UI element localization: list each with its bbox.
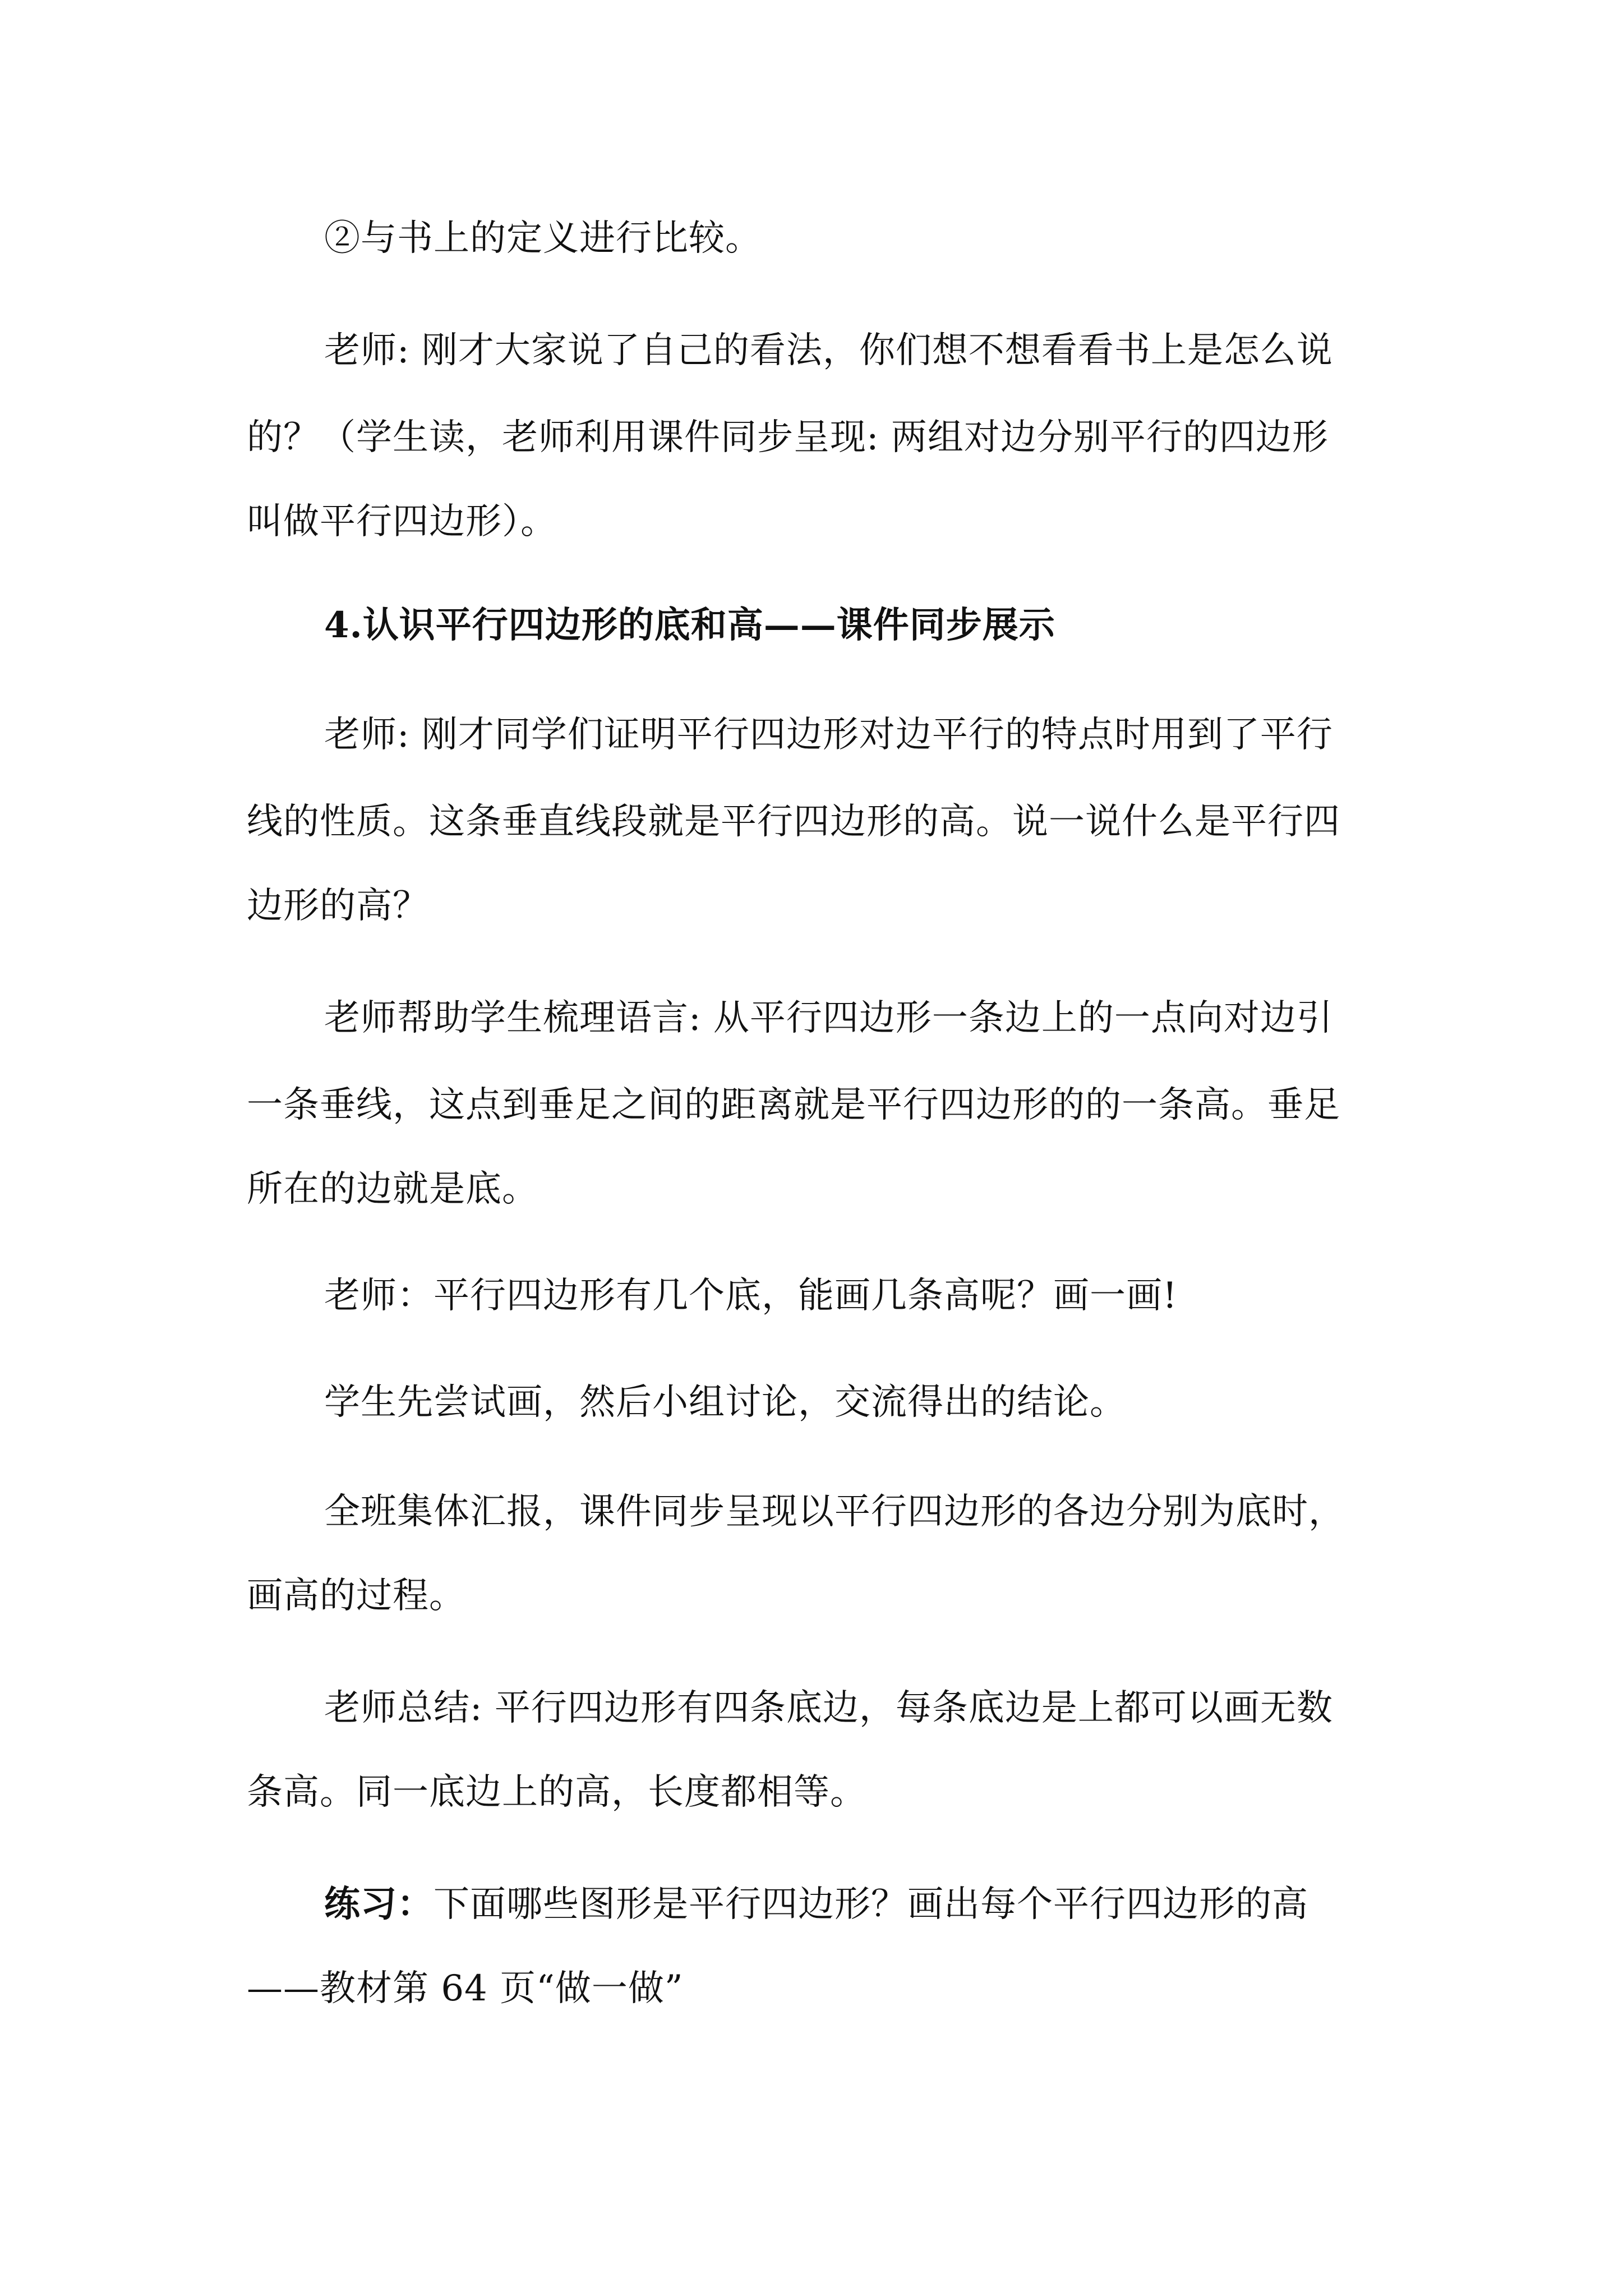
para-students-try: 学生先尝试画，然后小组讨论，交流得出的结论。 <box>324 1382 1126 1423</box>
para-teacher-height-line-3: 边形的高？ <box>247 885 429 927</box>
para-teacher-help-line-1: 老师帮助学生梳理语言: 从平行四边形一条边上的一点向对边引 <box>324 997 1333 1039</box>
para-teacher-height-line-1: 老师: 刚才同学们证明平行四边形对边平行的特点时用到了平行 <box>324 714 1333 756</box>
para-compare: ②与书上的定义进行比较。 <box>324 218 762 259</box>
exercise-line-1 <box>324 1879 1308 1930</box>
exercise-line-2: ——教材第 64 页“做一做” <box>247 1968 684 2009</box>
para-teacher-ask-line-1: 老师: 刚才大家说了自己的看法，你们想不想看看书上是怎么说 <box>324 330 1333 371</box>
exercise-label: 练习： <box>324 1883 434 1925</box>
exercise-text: 下面哪些图形是平行四边形？画出每个平行四边形的高 <box>434 1884 1308 1925</box>
section-heading-4: 4.认识平行四边形的底和高——课件同步展示 <box>324 604 1055 646</box>
para-teacher-help-line-3: 所在的边就是底。 <box>247 1168 538 1210</box>
para-teacher-ask-line-3: 叫做平行四边形）。 <box>247 501 557 542</box>
para-teacher-summary-line-2: 条高。同一底边上的高，长度都相等。 <box>247 1772 866 1813</box>
para-teacher-height-line-2: 线的性质。这条垂直线段就是平行四边形的高。说一说什么是平行四 <box>247 801 1340 843</box>
para-teacher-help-line-2: 一条垂线，这点到垂足之间的距离就是平行四边形的的一条高。垂足 <box>247 1084 1340 1126</box>
para-teacher-ask-line-2: 的？（学生读，老师利用课件同步呈现: 两组对边分别平行的四边形 <box>247 417 1329 458</box>
para-class-report-line-2: 画高的过程。 <box>247 1575 465 1617</box>
para-teacher-summary-line-1: 老师总结: 平行四边形有四条底边，每条底边是上都可以画无数 <box>324 1687 1333 1729</box>
para-class-report-line-1: 全班集体汇报，课件同步呈现以平行四边形的各边分别为底时， <box>324 1491 1345 1533</box>
para-teacher-question: 老师：平行四边形有几个底，能画几条高呢？画一画! <box>324 1275 1178 1317</box>
